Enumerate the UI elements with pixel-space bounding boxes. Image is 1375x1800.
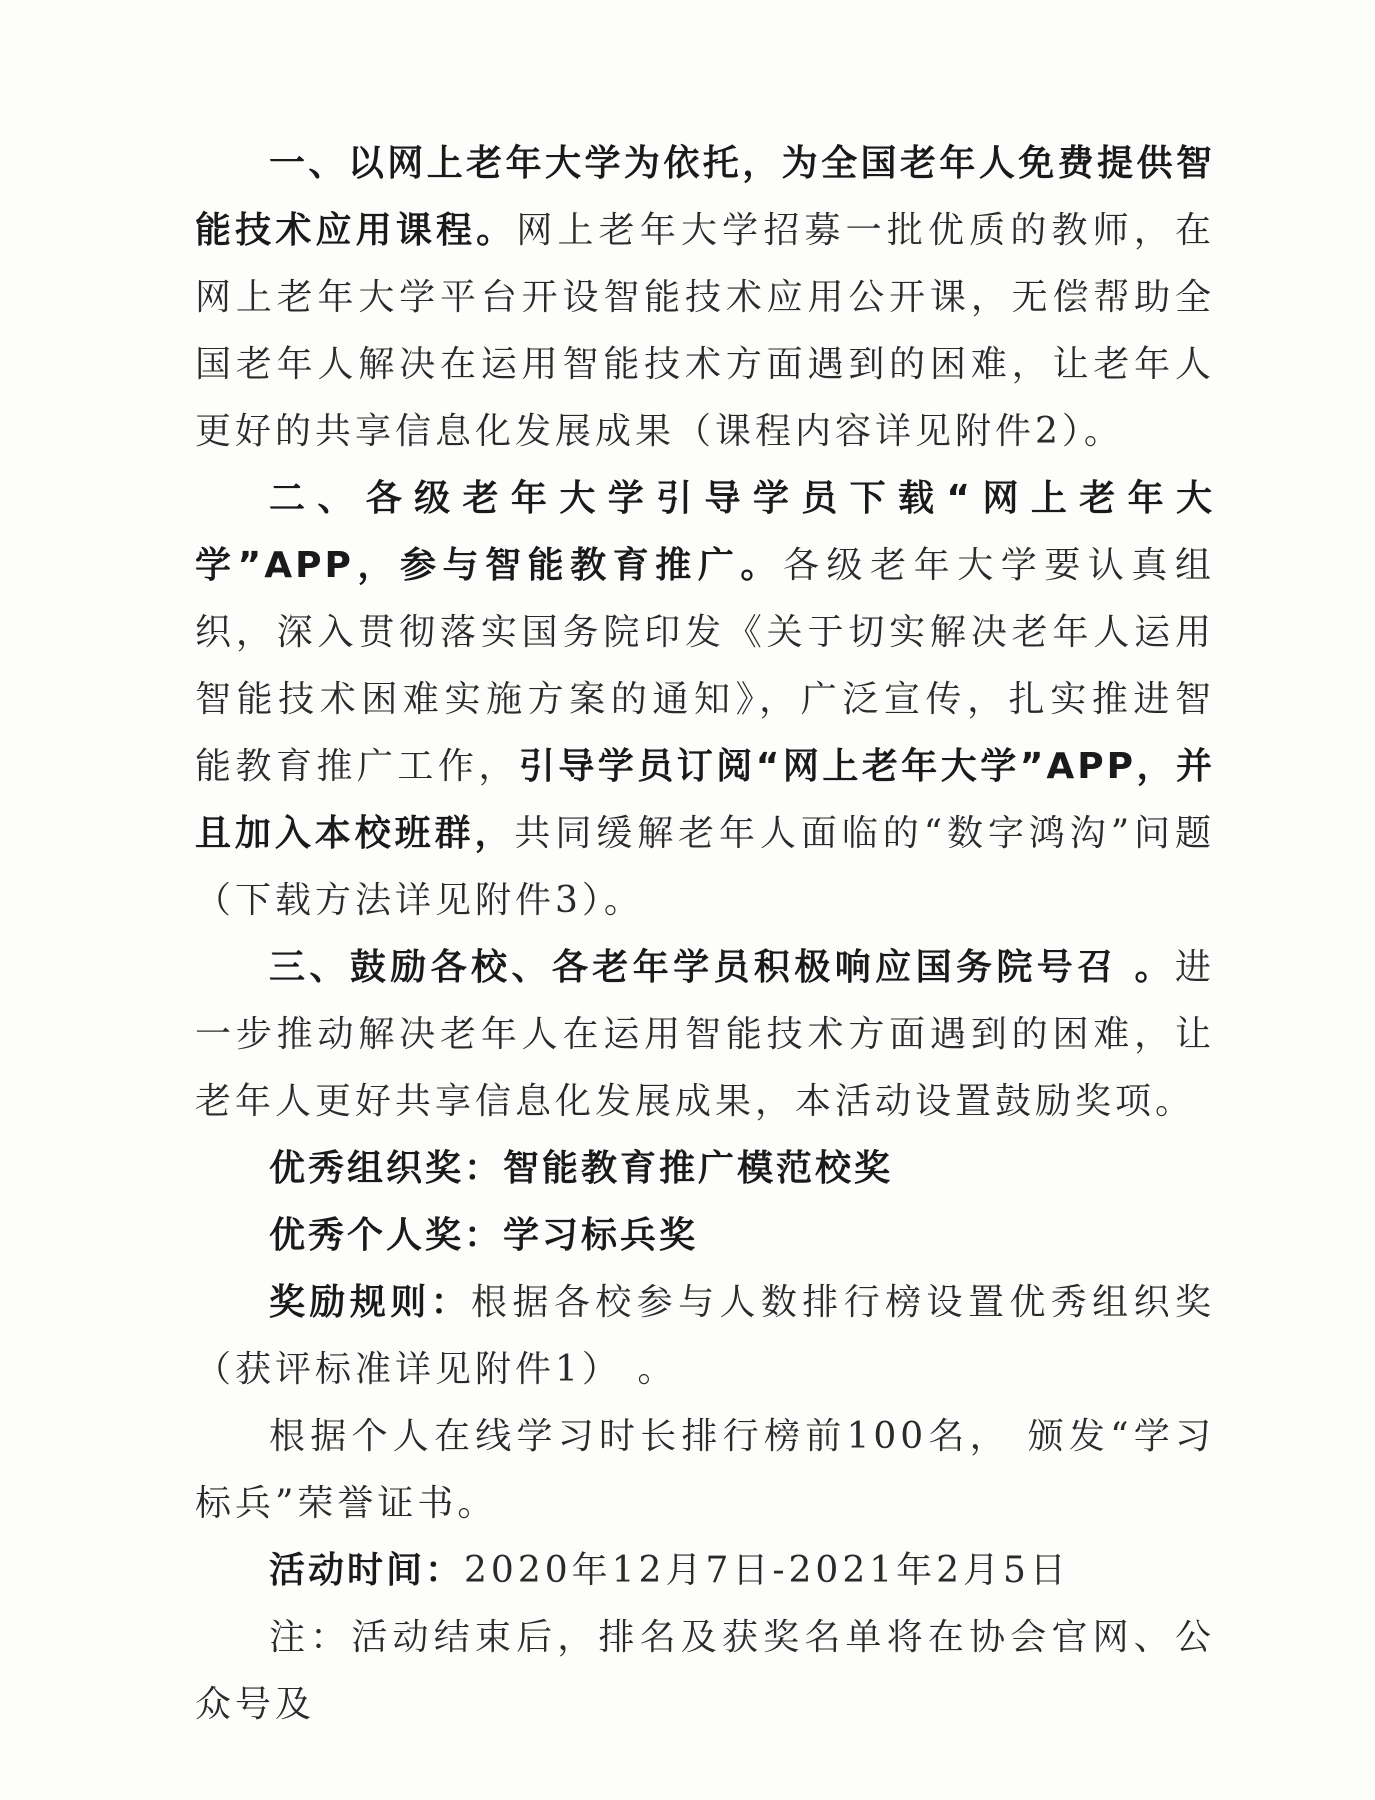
award-individual-label: 优秀个人奖：学习标兵奖 — [269, 1215, 699, 1256]
individual-ranking-text: 根据个人在线学习时长排行榜前100名， 颁发“学习标兵”荣誉证书。 — [195, 1416, 1215, 1524]
section-three-text: 进一步推动解决老年人在运用智能技术方面遇到的困难，让老年人更好共享信息化发展成果，本活动设置鼓励奖项。 — [195, 947, 1215, 1122]
activity-time-value: 2020年12月7日-2021年2月5日 — [464, 1550, 1070, 1591]
section-two-emphasis: 引导学员订阅“网上老年大学”APP，并且加入本校班群， — [195, 746, 1215, 854]
section-two-heading: 二、各级老年大学引导学员下载“网上老年大学”APP，参与智能教育推广。 — [195, 478, 1215, 586]
section-three-paragraph — [195, 934, 1215, 1135]
individual-ranking-paragraph — [195, 1403, 1215, 1537]
award-rules-text: 根据各校参与人数排行榜设置优秀组织奖 （获评标准详见附件1） 。 — [195, 1282, 1215, 1390]
section-two-text-continued: 共同缓解老年人面临的“数字鸿沟”问题（下载方法详见附件3）。 — [195, 813, 1215, 921]
section-one-paragraph — [195, 130, 1215, 465]
section-one-text: 网上老年大学招募一批优质的教师，在网上老年大学平台开设智能技术应用公开课，无偿帮助全国老年人解决在运用智能技术方面遇到的困难，让老年人更好的共享信息化发展成果（课程内容详见附件2）。 — [195, 210, 1215, 452]
award-individual-line — [195, 1202, 1215, 1269]
note-text: 注：活动结束后，排名及获奖名单将在协会官网、公众号及 — [195, 1617, 1215, 1725]
section-two-text: 各级老年大学要认真组织，深入贯彻落实国务院印发《关于切实解决老年人运用智能技术困难实施方案的通知》，广泛宣传，扎实推进智能教育推广工作， — [195, 545, 1215, 787]
section-three-heading: 三、鼓励各校、各老年学员积极响应国务院号召 。 — [269, 947, 1175, 988]
document-body — [195, 130, 1215, 1738]
award-organization-line — [195, 1135, 1215, 1202]
note-paragraph — [195, 1604, 1215, 1738]
activity-time-label: 活动时间： — [269, 1550, 465, 1591]
section-two-paragraph — [195, 465, 1215, 934]
award-rules-paragraph — [195, 1269, 1215, 1403]
award-rules-label: 奖励规则： — [269, 1282, 472, 1323]
activity-time-line — [195, 1537, 1215, 1604]
award-organization-label: 优秀组织奖：智能教育推广模范校奖 — [269, 1148, 894, 1189]
section-one-heading: 一、以网上老年大学为依托，为全国老年人免费提供智能技术应用课程。 — [195, 143, 1215, 251]
